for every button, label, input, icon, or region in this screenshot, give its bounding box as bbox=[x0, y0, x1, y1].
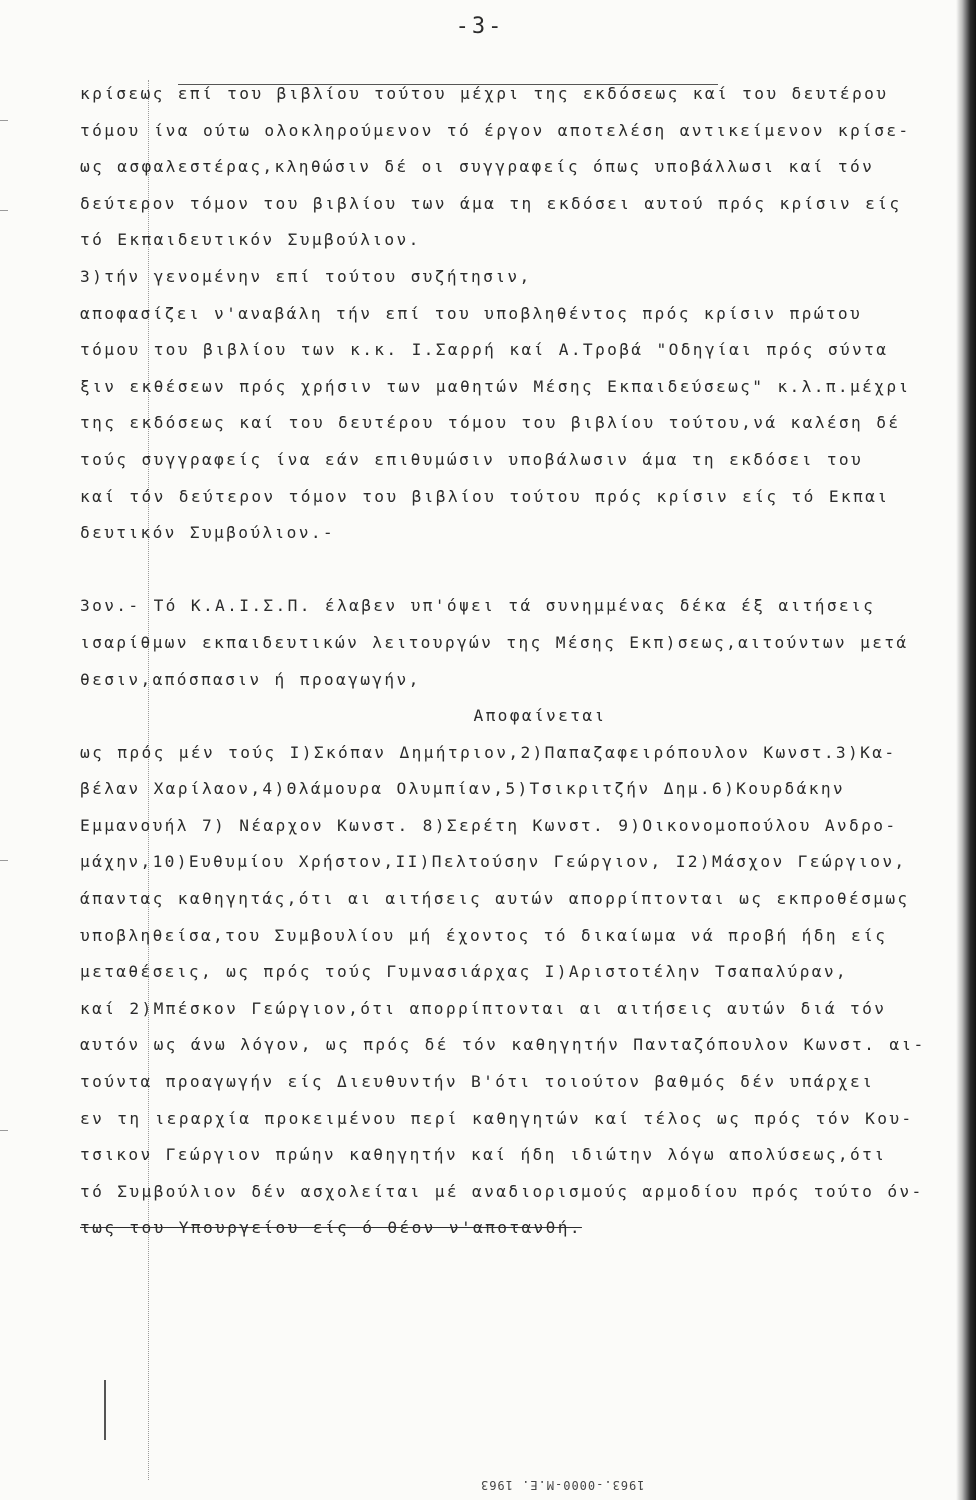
page-binding-edge bbox=[962, 0, 976, 1500]
text-line: τως του Υπουργείου είς ό θέον ν'αποτανθή. bbox=[80, 1218, 582, 1238]
text-line: τούντα προαγωγήν είς Διευθυντήν Β'ότι τοιούτον βαθμός δέν υπάρχει bbox=[80, 1072, 875, 1092]
section-heading: Αποφαίνεται bbox=[473, 706, 607, 726]
text-line: ως πρός μέν τούς Ι)Σκόπαν Δημήτριον,2)Παπαζαφειρόπουλον Κωνστ.3)Κα- bbox=[80, 742, 897, 762]
text-line: άπαντας καθηγητάς,ότι αι αιτήσεις αυτών απορρίπτονται ως εκπροθέσμως bbox=[80, 889, 910, 909]
text-line: καί 2)Μπέσκον Γεώργιον,ότι απορρίπτονται αι αιτήσεις αυτών διά τόν bbox=[80, 998, 887, 1018]
margin-tick bbox=[0, 120, 8, 121]
text-line: αποφασίζει ν'αναβάλη τήν επί του υποβληθέντος πρός κρίσιν πρώτου bbox=[80, 303, 863, 323]
text-line: δευτικόν Συμβούλιον.- bbox=[80, 523, 336, 543]
text-line: τό Συμβούλιον δέν ασχολείται μέ αναδιορισμούς αρμοδίου πρός τούτο όν- bbox=[80, 1181, 924, 1201]
text-line: 3ον.- Τό Κ.Α.Ι.Σ.Π. έλαβεν υπ'όψει τά συνημμένας δέκα έξ αιτήσεις bbox=[80, 596, 876, 616]
text-line: μεταθέσεις, ως πρός τούς Γυμνασιάρχας Ι)Αριστοτέλην Τσαπαλύραν, bbox=[80, 962, 849, 982]
margin-tick bbox=[0, 210, 8, 211]
margin-tick bbox=[0, 860, 8, 861]
page-number: -3- bbox=[455, 14, 505, 39]
document-body bbox=[80, 76, 960, 1247]
text-line: της εκδόσεως καί του δευτέρου τόμου του βιβλίου τούτου,νά καλέση δέ bbox=[80, 413, 901, 433]
text-line: δεύτερον τόμον του βιβλίου των άμα τη εκδόσει αυτού πρός κρίσιν είς bbox=[80, 193, 902, 213]
text-line: μάχην,10)Ευθυμίου Χρήστον,ΙΙ)Πελτούσην Γεώργιον, Ι2)Μάσχον Γεώργιον, bbox=[80, 852, 907, 872]
text-line: τόμου ίνα ούτω ολοκληρούμενον τό έργον αποτελέση αντικείμενον κρίσε- bbox=[80, 120, 911, 140]
text-line: ξιν εκθέσεων πρός χρήσιν των μαθητών Μέσης Εκπαιδεύσεως" κ.λ.π.μέχρι bbox=[80, 376, 911, 396]
text-line: τό Εκπαιδευτικόν Συμβούλιον. bbox=[80, 230, 421, 250]
text-line: υποβληθείσα,του Συμβουλίου μή έχοντος τό δικαίωμα νά προβή ήδη είς bbox=[80, 925, 888, 945]
text-line: τούς συγγραφείς ίνα εάν επιθυμώσιν υποβάλωσιν άμα τη εκδόσει του bbox=[80, 449, 864, 469]
text-line: εν τη ιεραρχία προκειμένου περί καθηγητών καί τέλος ως πρός τόν Κου- bbox=[80, 1108, 914, 1128]
text-line: τσικον Γεώργιον πρώην καθηγητήν καί ήδη ιδιώτην λόγω απολύσεως,ότι bbox=[80, 1145, 887, 1165]
text-line: Εμμανουήλ 7) Νέαρχον Κωνστ. 8)Σερέτη Κωνστ. 9)Οικονομοπούλου Ανδρο- bbox=[80, 815, 898, 835]
text-line: αυτόν ως άνω λόγον, ως πρός δέ τόν καθηγητήν Πανταζόπουλον Κωνστ. αι- bbox=[80, 1035, 926, 1055]
text-line: τόμου του βιβλίου των κ.κ. Ι.Σαρρή καί Α.Τροβά "Οδηγίαι πρός σύντα bbox=[80, 340, 889, 360]
text-line: κρίσεως επί του βιβλίου τούτου μέχρι της εκδόσεως καί του δευτέρου bbox=[80, 84, 889, 103]
text-line: ως ασφαλεστέρας,κληθώσιν δέ οι συγγραφείς όπως υποβάλλωσι καί τόν bbox=[80, 157, 875, 177]
text-line: 3)τήν γενομένην επί τούτου συζήτησιν, bbox=[80, 266, 532, 286]
text-line: καί τόν δεύτερον τόμον του βιβλίου τούτου πρός κρίσιν είς τό Εκπαι bbox=[80, 486, 890, 506]
text-line: θεσιν,απόσπασιν ή προαγωγήν, bbox=[80, 669, 421, 689]
margin-bracket bbox=[104, 1380, 106, 1440]
footer-stamp: 1963.-0000-M.E. 1963 bbox=[480, 1478, 645, 1492]
text-line: ισαρίθμων εκπαιδευτικών λειτουργών της Μέσης Εκπ)σεως,αιτούντων μετά bbox=[80, 632, 909, 652]
text-line bbox=[80, 552, 960, 589]
margin-tick bbox=[0, 1130, 8, 1131]
text-line: βέλαν Χαρίλαον,4)Θλάμουρα Ολυμπίαν,5)Τσικριτζήν Δημ.6)Κουρδάκην bbox=[80, 779, 846, 799]
